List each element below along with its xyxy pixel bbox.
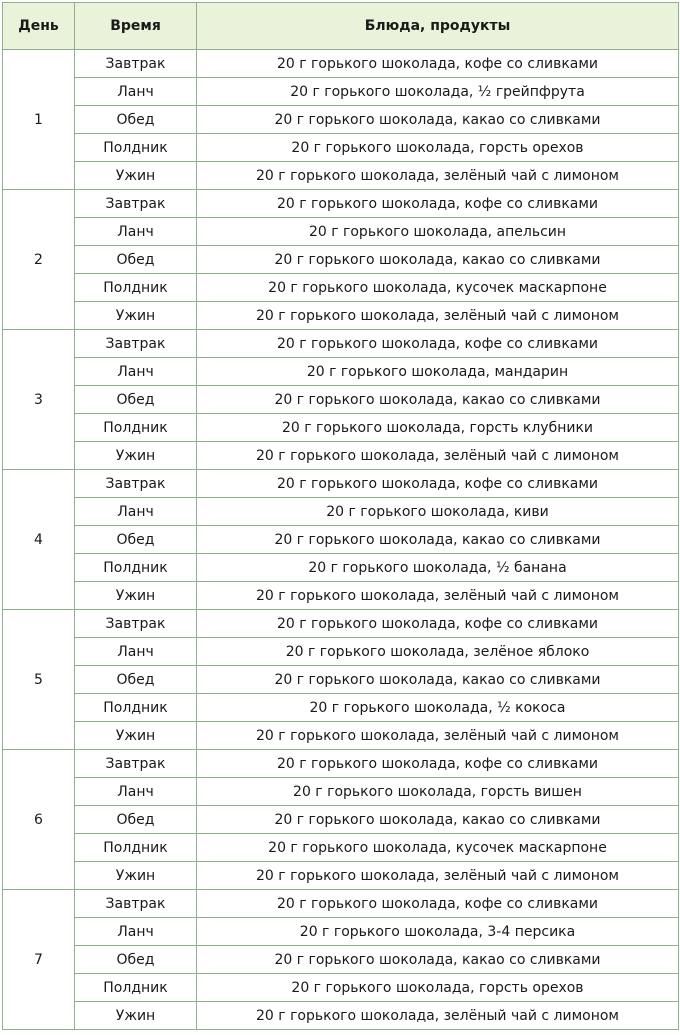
table-row xyxy=(3,190,679,218)
table-row xyxy=(3,386,679,414)
day-number-cell: 1 xyxy=(3,50,75,190)
meal-dish-cell: 20 г горького шоколада, кофе со сливками xyxy=(197,750,679,778)
meal-time-cell: Завтрак xyxy=(75,610,197,638)
meal-time-cell: Полдник xyxy=(75,274,197,302)
meal-time-cell: Ланч xyxy=(75,358,197,386)
meal-time-cell: Полдник xyxy=(75,974,197,1002)
table-row xyxy=(3,50,679,78)
meal-time-cell: Полдник xyxy=(75,834,197,862)
meal-dish-cell: 20 г горького шоколада, мандарин xyxy=(197,358,679,386)
meal-time-cell: Ужин xyxy=(75,1002,197,1030)
meal-time-cell: Ужин xyxy=(75,862,197,890)
table-row xyxy=(3,470,679,498)
meal-dish-cell: 20 г горького шоколада, киви xyxy=(197,498,679,526)
table-row xyxy=(3,162,679,190)
meal-dish-cell: 20 г горького шоколада, какао со сливками xyxy=(197,386,679,414)
meal-time-cell: Ужин xyxy=(75,302,197,330)
meal-time-cell: Завтрак xyxy=(75,190,197,218)
meal-dish-cell: 20 г горького шоколада, апельсин xyxy=(197,218,679,246)
table-row xyxy=(3,638,679,666)
meal-time-cell: Обед xyxy=(75,806,197,834)
meal-time-cell: Полдник xyxy=(75,414,197,442)
table-row xyxy=(3,78,679,106)
meal-dish-cell: 20 г горького шоколада, горсть клубники xyxy=(197,414,679,442)
table-row xyxy=(3,442,679,470)
meal-dish-cell: 20 г горького шоколада, горсть орехов xyxy=(197,974,679,1002)
meal-dish-cell: 20 г горького шоколада, зелёный чай с лимоном xyxy=(197,1002,679,1030)
meal-time-cell: Полдник xyxy=(75,554,197,582)
table-row xyxy=(3,414,679,442)
meal-dish-cell: 20 г горького шоколада, 3-4 персика xyxy=(197,918,679,946)
meal-dish-cell: 20 г горького шоколада, кусочек маскарпоне xyxy=(197,274,679,302)
meal-dish-cell: 20 г горького шоколада, кофе со сливками xyxy=(197,610,679,638)
meal-dish-cell: 20 г горького шоколада, какао со сливками xyxy=(197,526,679,554)
table-row xyxy=(3,330,679,358)
table-row xyxy=(3,134,679,162)
table-row xyxy=(3,302,679,330)
day-number-cell: 3 xyxy=(3,330,75,470)
meal-dish-cell: 20 г горького шоколада, какао со сливками xyxy=(197,806,679,834)
table-row xyxy=(3,582,679,610)
table-header xyxy=(3,3,679,50)
meal-dish-cell: 20 г горького шоколада, кофе со сливками xyxy=(197,190,679,218)
table-row xyxy=(3,862,679,890)
header-row xyxy=(3,3,679,50)
table-row xyxy=(3,834,679,862)
meal-time-cell: Ланч xyxy=(75,638,197,666)
table-row xyxy=(3,890,679,918)
meal-time-cell: Ланч xyxy=(75,218,197,246)
table-row xyxy=(3,694,679,722)
column-header-time: Время xyxy=(75,3,197,50)
meal-dish-cell: 20 г горького шоколада, кофе со сливками xyxy=(197,470,679,498)
table-row xyxy=(3,106,679,134)
table-row xyxy=(3,246,679,274)
table-row xyxy=(3,610,679,638)
day-number-cell: 4 xyxy=(3,470,75,610)
table-row xyxy=(3,750,679,778)
meal-time-cell: Ланч xyxy=(75,778,197,806)
meal-dish-cell: 20 г горького шоколада, горсть орехов xyxy=(197,134,679,162)
meal-dish-cell: 20 г горького шоколада, зелёный чай с лимоном xyxy=(197,722,679,750)
meal-dish-cell: 20 г горького шоколада, ½ банана xyxy=(197,554,679,582)
meal-time-cell: Ужин xyxy=(75,722,197,750)
meal-time-cell: Обед xyxy=(75,106,197,134)
meal-time-cell: Обед xyxy=(75,946,197,974)
meal-time-cell: Ужин xyxy=(75,442,197,470)
meal-time-cell: Полдник xyxy=(75,134,197,162)
table-body xyxy=(3,50,679,1030)
meal-time-cell: Ланч xyxy=(75,498,197,526)
table-row xyxy=(3,778,679,806)
meal-time-cell: Обед xyxy=(75,526,197,554)
table-row xyxy=(3,498,679,526)
meal-dish-cell: 20 г горького шоколада, кофе со сливками xyxy=(197,890,679,918)
meal-time-cell: Завтрак xyxy=(75,890,197,918)
column-header-dishes: Блюда, продукты xyxy=(197,3,679,50)
meal-time-cell: Ланч xyxy=(75,78,197,106)
meal-dish-cell: 20 г горького шоколада, кофе со сливками xyxy=(197,330,679,358)
meal-dish-cell: 20 г горького шоколада, какао со сливками xyxy=(197,666,679,694)
meal-time-cell: Обед xyxy=(75,246,197,274)
table-row xyxy=(3,722,679,750)
meal-time-cell: Завтрак xyxy=(75,330,197,358)
table-row xyxy=(3,358,679,386)
column-header-day: День xyxy=(3,3,75,50)
meal-time-cell: Ужин xyxy=(75,162,197,190)
table-row xyxy=(3,526,679,554)
meal-dish-cell: 20 г горького шоколада, зелёный чай с лимоном xyxy=(197,582,679,610)
meal-time-cell: Завтрак xyxy=(75,470,197,498)
table-row xyxy=(3,274,679,302)
meal-dish-cell: 20 г горького шоколада, горсть вишен xyxy=(197,778,679,806)
meal-dish-cell: 20 г горького шоколада, какао со сливками xyxy=(197,946,679,974)
meal-time-cell: Ужин xyxy=(75,582,197,610)
meal-dish-cell: 20 г горького шоколада, кофе со сливками xyxy=(197,50,679,78)
table-row xyxy=(3,918,679,946)
meal-dish-cell: 20 г горького шоколада, зелёный чай с лимоном xyxy=(197,302,679,330)
meal-dish-cell: 20 г горького шоколада, зелёный чай с лимоном xyxy=(197,162,679,190)
table-row xyxy=(3,554,679,582)
meal-dish-cell: 20 г горького шоколада, какао со сливками xyxy=(197,246,679,274)
meal-time-cell: Полдник xyxy=(75,694,197,722)
meal-dish-cell: 20 г горького шоколада, зелёное яблоко xyxy=(197,638,679,666)
meal-dish-cell: 20 г горького шоколада, зелёный чай с лимоном xyxy=(197,442,679,470)
day-number-cell: 2 xyxy=(3,190,75,330)
day-number-cell: 7 xyxy=(3,890,75,1030)
diet-menu-table xyxy=(2,2,679,1030)
meal-dish-cell: 20 г горького шоколада, ½ кокоса xyxy=(197,694,679,722)
meal-dish-cell: 20 г горького шоколада, какао со сливками xyxy=(197,106,679,134)
table-row xyxy=(3,946,679,974)
meal-dish-cell: 20 г горького шоколада, ½ грейпфрута xyxy=(197,78,679,106)
meal-dish-cell: 20 г горького шоколада, кусочек маскарпоне xyxy=(197,834,679,862)
day-number-cell: 5 xyxy=(3,610,75,750)
meal-dish-cell: 20 г горького шоколада, зелёный чай с лимоном xyxy=(197,862,679,890)
table-row xyxy=(3,666,679,694)
meal-time-cell: Ланч xyxy=(75,918,197,946)
meal-time-cell: Завтрак xyxy=(75,750,197,778)
table-row xyxy=(3,806,679,834)
meal-time-cell: Обед xyxy=(75,666,197,694)
table-row xyxy=(3,974,679,1002)
table-row xyxy=(3,218,679,246)
meal-time-cell: Обед xyxy=(75,386,197,414)
meal-time-cell: Завтрак xyxy=(75,50,197,78)
table-row xyxy=(3,1002,679,1030)
day-number-cell: 6 xyxy=(3,750,75,890)
